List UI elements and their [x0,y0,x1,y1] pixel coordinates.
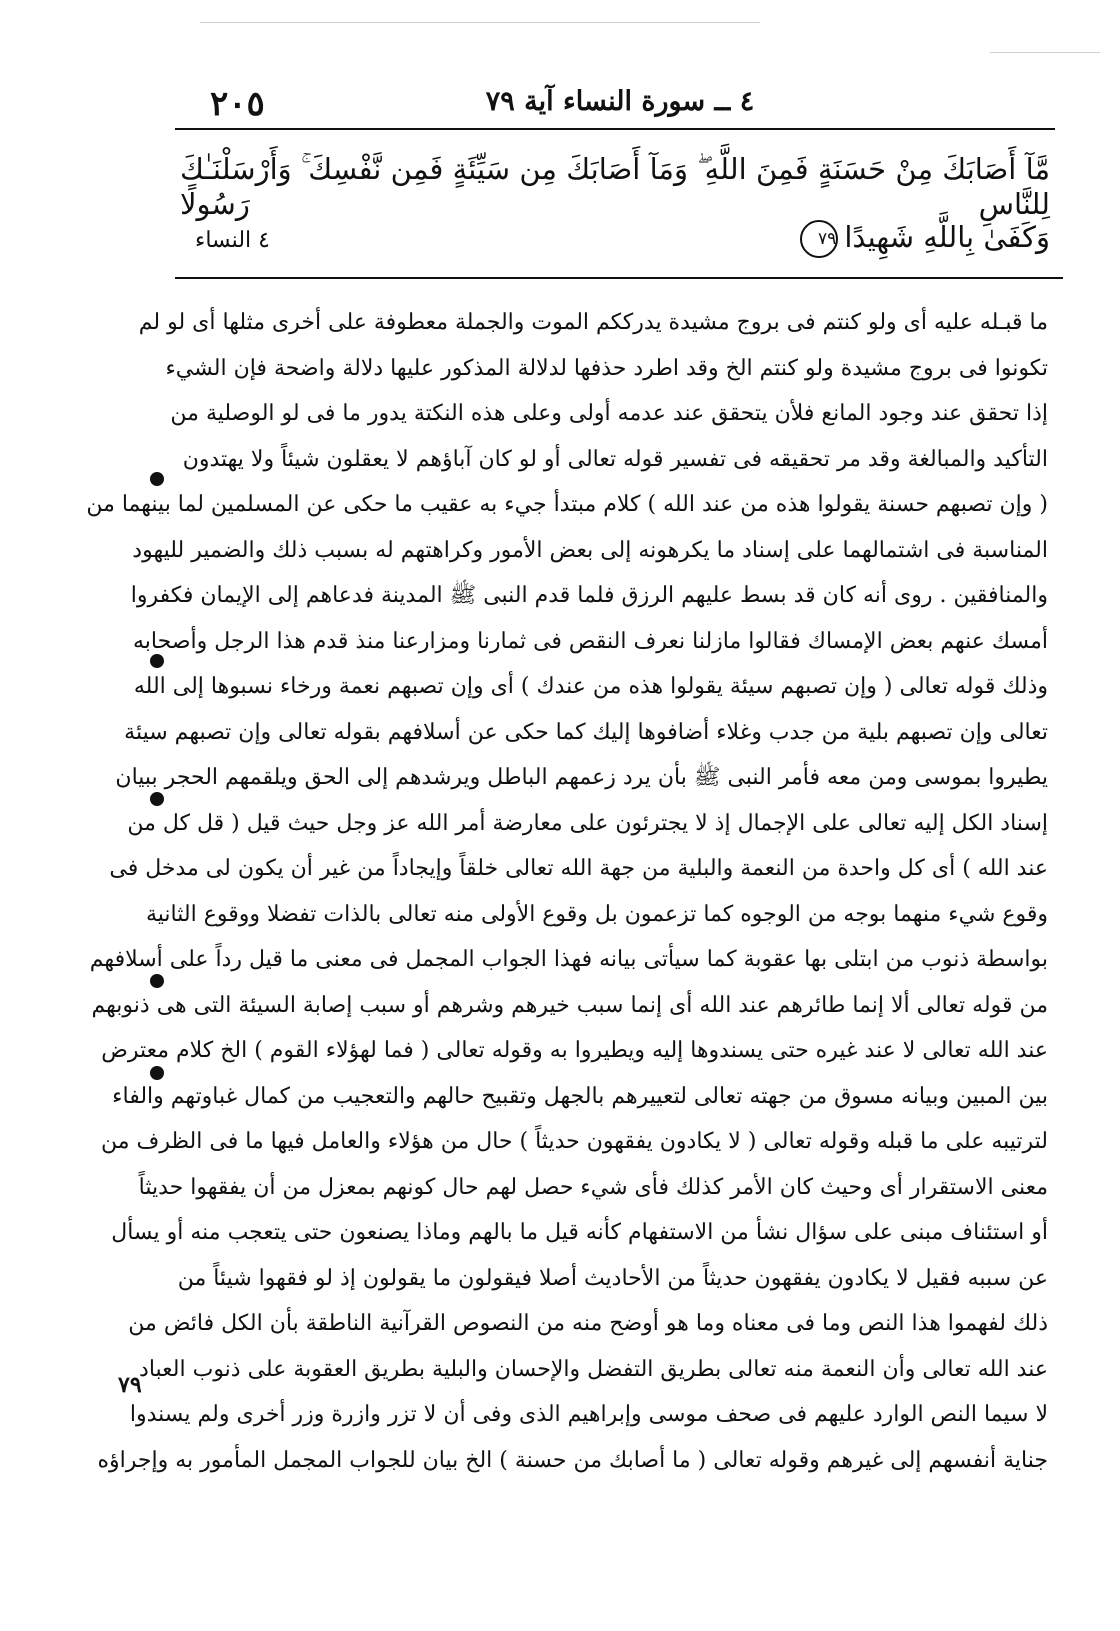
commentary-line: وقوع شيء منهما بوجه من الوجوه كما تزعمون بل وقوع الأولى منه تعالى بالذات تفضلا ووقوع الثانية [146,901,1048,927]
commentary-line: بواسطة ذنوب من ابتلى بها عقوبة كما سيأتى بيانه فهذا الجواب المجمل فى معنى ما قيل رداً على أسلافهم [89,947,1048,972]
verse-line-2 [550,220,1050,258]
page-number: ٢٠٥ [210,84,265,124]
margin-bullet [150,472,164,486]
running-title: ٤ ــ سورة النساء آية ٧٩ [485,86,755,117]
ayah-number-badge: ٧٩ [800,220,838,258]
commentary-line: وذلك قوله تعالى ( وإن تصبهم سيئة يقولوا هذه من عندك ) أى وإن تصبهم نعمة ورخاء نسبوها إلى الله [133,674,1048,699]
margin-bullet [150,654,164,668]
commentary-line: ما قبـله عليه أى ولو كنتم فى بروج مشيدة يدرككم الموت والجملة معطوفة على أخرى مثلها أى لو لم [138,310,1048,335]
commentary-line: من قوله تعالى ألا إنما طائرهم عند الله أى إنما سبب خيرهم وشرهم أو سبب إصابة السيئة التى هى ذنوبهم [91,992,1048,1018]
commentary-line: المناسبة فى اشتمالهما على إسناد ما يكرهونه إلى بعض الأمور وكراهتهم له بسبب ذلك والضمير لليهود [132,537,1048,563]
commentary-line: إذا تحقق عند وجود المانع فلأن يتحقق عند عدمه أولى وعلى هذه النكتة يدور ما فى لو الوصلية من [170,401,1048,426]
commentary-line: إسناد الكل إليه تعالى على الإجمال إذ لا يجترئون على معارضة أمر الله عز وجل حيث قيل ( قل كل من [127,810,1048,836]
margin-bullet [150,792,164,806]
commentary-line: والمنافقين . روى أنه كان قد بسط عليهم الرزق فلما قدم النبى ﷺ المدينة فدعاهم إلى الإيمان فكفروا [130,583,1048,608]
commentary-line: ذلك لفهموا هذا النص وما فى معناه وما هو أوضح منه من النصوص القرآنية الناطقة بأن الكل فائض من [128,1311,1048,1336]
verse-line-1: مَّآ أَصَابَكَ مِنْ حَسَنَةٍ فَمِنَ اللَّهِ ۖ وَمَآ أَصَابَكَ مِن سَيِّئَةٍ فَمِن نَّفْسِكَ ۚ وَأَرْسَلْنَـٰكَ لِلنَّاسِ رَسُولًا [180,152,1050,221]
scan-edge-top [200,22,760,23]
margin-bullet [150,974,164,988]
commentary-line: عن سببه فقيل لا يكادون يفقهون حديثاً من الأحاديث أصلا فيقولون ما يقولون إذ لو فقهوا شيئاً من [177,1265,1048,1291]
commentary-line: عند الله ) أى كل واحدة من النعمة والبلية من جهة الله تعالى خلقاً وإيجاداً من غير أن يكون لى مدخل فى [109,856,1048,881]
header-rule [175,128,1055,130]
commentary-line: التأكيد والمبالغة وقد مر تحقيقه فى تفسير قوله تعالى أو لو كان آباؤهم لا يعقلون شيئاً ولا يهتدون [182,446,1048,472]
scan-edge-right [990,52,1100,53]
commentary-line: يطيروا بموسى ومن معه فأمر النبى ﷺ بأن يرد زعمهم الباطل ويرشدهم إلى الحق ويلقمهم الحجر ببيان [115,765,1048,790]
margin-verse-number: ٧٩ [118,1372,142,1398]
margin-bullet [150,1066,164,1080]
commentary-line: أو استئناف مبنى على سؤال نشأ من الاستفهام كأنه قيل ما بالهم وماذا يصنعون حتى يتعجب منه أو يسأل [111,1220,1048,1245]
verse-rule [175,277,1063,279]
verse-line-2-text: وَكَفَىٰ بِاللَّهِ شَهِيدًا [844,220,1050,254]
commentary-line: أمسك عنهم بعض الإمساك فقالوا مازلنا نعرف النقص فى ثمارنا ومزارعنا منذ قدم هذا الرجل وأصحابه [133,628,1048,654]
commentary-line: عند الله تعالى لا عند غيره حتى يسندوها إليه ويطيروا به وقوله تعالى ( فما لهؤلاء القوم ) الخ كلام معترض [101,1038,1048,1063]
commentary-line: بين المبين وبيانه مسوق من جهته تعالى لتعييرهم بالجهل وتقبيح حالهم والتعجيب من كمال غباوتهم والفاء [112,1083,1048,1109]
commentary-line: لا سيما النص الوارد عليهم فى صحف موسى وإبراهيم الذى وفى أن لا تزر وازرة وزر أخرى ولم يسندوا [129,1402,1048,1427]
commentary-line: عند الله تعالى وأن النعمة منه تعالى بطريق التفضل والإحسان والبلية بطريق العقوبة على ذنوب العباد [139,1356,1048,1382]
surah-marker: ٤ النساء [195,228,270,253]
commentary-line: معنى الاستقرار أى وحيث كان الأمر كذلك فأى شيء حصل لهم حال كونهم بمعزل من أن يفقهوا حديثاً [138,1174,1048,1200]
commentary-line: ( وإن تصبهم حسنة يقولوا هذه من عند الله ) كلام مبتدأ جيء به عقيب ما حكى عن المسلمين لما بينهما من [86,492,1048,517]
commentary-line: تعالى وإن تصبهم بلية من جدب وغلاء أضافوها إليك كما حكى عن أسلافهم بقوله تعالى وإن تصبهم سيئة [124,719,1048,745]
commentary-line: لترتيبه على ما قبله وقوله تعالى ( لا يكادون يفقهون حديثاً ) حال من هؤلاء والعامل فيها ما فى الظرف من [101,1129,1048,1154]
commentary-line: جناية أنفسهم إلى غيرهم وقوله تعالى ( ما أصابك من حسنة ) الخ بيان للجواب المجمل المأمور به وإجراؤه [97,1447,1048,1473]
commentary-line: تكونوا فى بروج مشيدة ولو كنتم الخ وقد اطرد حذفها لدلالة المذكور عليها دلالة واضحة فإن الشيء [165,355,1048,381]
